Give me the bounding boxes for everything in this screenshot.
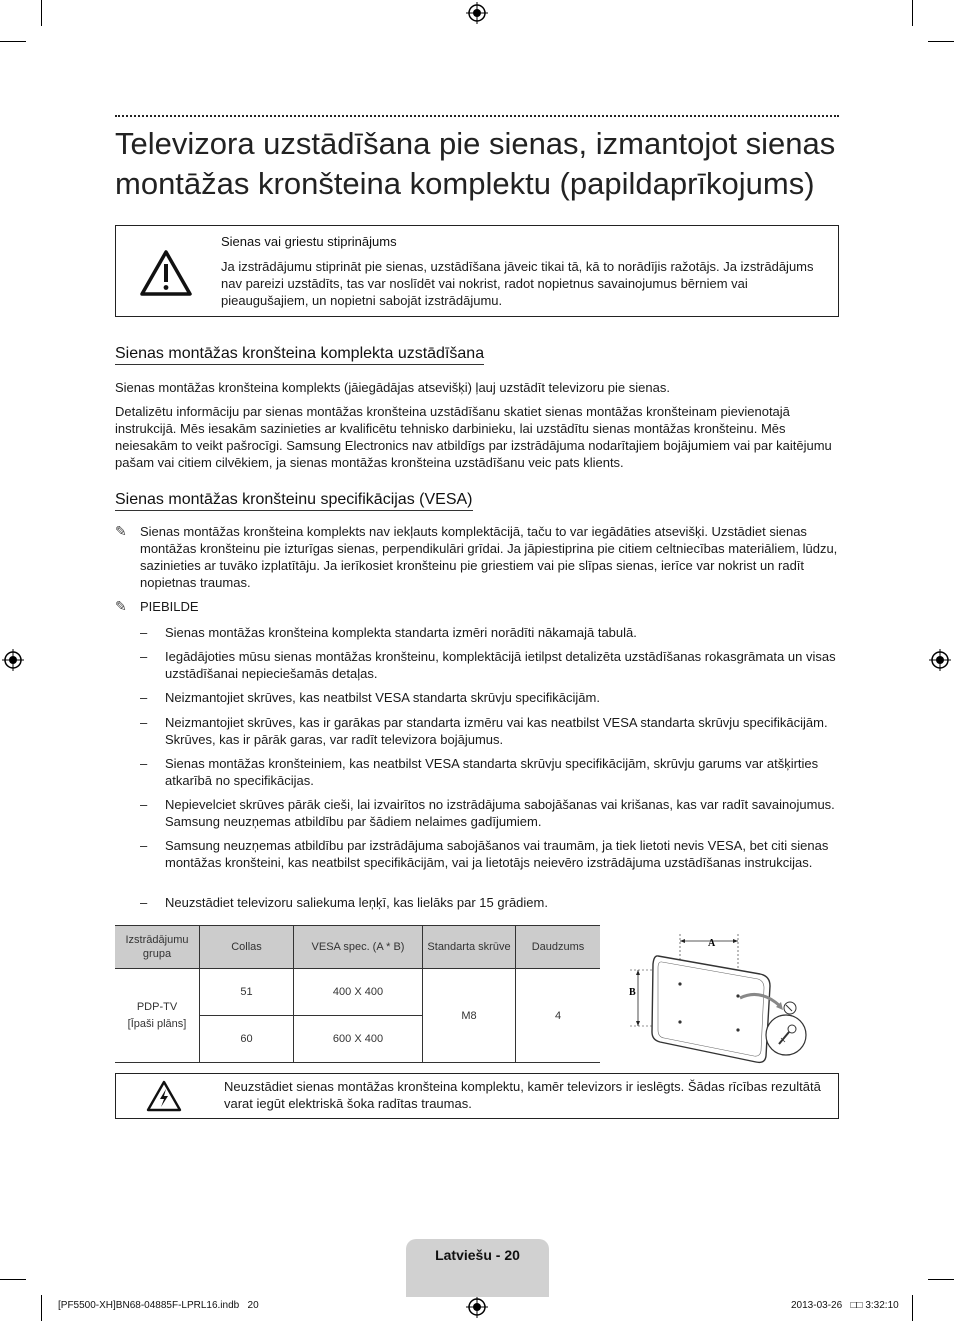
table-header-cell: VESA spec. (A * B) bbox=[294, 926, 423, 969]
table-header-cell: Collas bbox=[200, 926, 294, 969]
table-cell: 51 bbox=[200, 969, 294, 1016]
title-divider bbox=[115, 115, 839, 117]
dimension-a-label: A bbox=[708, 938, 716, 949]
warning-text: Ja izstrādājumu stiprināt pie sienas, uzstādīšana jāveic tikai tā, kā to norādījis ražotājs. Ja izstrādājums nav pareizi uzstādīts, tas var noslīdēt vai nokrist, radot nopietnus savainojumus bērniem vai pieaugušajiem, un nopietni sabojāt izstrādājumu. bbox=[221, 259, 814, 308]
section1-paragraph-2: Detalizētu informāciju par sienas montāžas kronšteina uzstādīšanu skatiet sienas montāžas kronšteinam pievienotajā instrukcijā. Mēs iesakām sazinieties ar kvalificētu tehnisko darbinieku, lai uzstādītu sienas montāžas kronšteinu. Mēs neiesakām to veikt pašrocīgi. Samsung Electronics nav atbildīgs par izstrādājuma nodarītajiem bojājumiem vai par kaitējumu pašam vai citiem cilvēkiem, ja sienas montāžas kronšteina uzstādīšanu veic pats klients. bbox=[115, 404, 832, 470]
table-cell: 400 X 400 bbox=[294, 969, 423, 1016]
table-header-cell: Standarta skrūve bbox=[423, 926, 516, 969]
page-title-line1: Televizora uzstādīšana pie sienas, izmantojot sienas bbox=[115, 126, 836, 161]
dash-bullet: – bbox=[140, 756, 148, 771]
caution-box bbox=[115, 1073, 839, 1119]
note-text: Sienas montāžas kronšteina komplekts nav iekļauts komplektācijā, taču to var iegādāties atsevišķi. Uzstādiet sienas montāžas kronšteinu pie izturīgas sienas, perpendikulāri grīdai. Ja jāpiestiprina pie citiem celtniecības materiāliem, lūdzu, sazinieties ar tuvāko izplatītāju. Ja ierīkosiet kronšteinu pie griestiem vai pie slīpas sienas, ierīce var nokrist un radīt nopietnas traumas. bbox=[140, 524, 838, 590]
warning-box bbox=[115, 225, 839, 317]
dash-bullet: – bbox=[140, 797, 148, 812]
list-item-text: Sienas montāžas kronšteina komplekta standarta izmēri norādīti nākamajā tabulā. bbox=[165, 625, 637, 640]
table-cell: 4 bbox=[516, 969, 601, 1063]
dash-bullet: – bbox=[140, 838, 148, 853]
crop-mark bbox=[912, 1295, 913, 1321]
list-item-text: Nepievelciet skrūves pārāk cieši, lai izvairītos no izstrādājuma sabojāšanas vai krišanas, kas var radīt savainojumus. Samsung neuzņemas atbildību par šādiem nelaimes gadījumiem. bbox=[165, 797, 835, 829]
table-row bbox=[115, 969, 600, 1016]
exclamation-triangle-icon bbox=[138, 248, 194, 298]
note-item bbox=[115, 523, 839, 593]
crop-mark bbox=[912, 0, 913, 26]
file-info: [PF5500-XH]BN68-04885F-LPRL16.indb 20 bbox=[58, 1300, 259, 1311]
list-item-text: Neizmantojiet skrūves, kas ir garākas par standarta izmēru vai kas neatbilst VESA standarta skrūvju specifikācijām. Skrūves, kas ir pārāk garas, var radīt televizora bojājumus. bbox=[165, 715, 828, 747]
dash-bullet: – bbox=[140, 895, 148, 910]
screw-hole bbox=[678, 982, 681, 985]
page-title bbox=[115, 124, 855, 204]
dash-bullet: – bbox=[140, 649, 148, 664]
page-number-tab bbox=[406, 1239, 549, 1297]
vesa-spec-table bbox=[115, 925, 600, 1063]
screw-hole bbox=[736, 994, 739, 997]
crop-mark bbox=[41, 1295, 42, 1321]
crop-mark bbox=[0, 1279, 26, 1280]
tv-back-panel bbox=[652, 956, 770, 1063]
product-group: PDP-TV bbox=[136, 1000, 178, 1013]
note-pencil-icon: ✎ bbox=[115, 523, 127, 539]
dash-bullet: – bbox=[140, 625, 148, 640]
list-item-text: Neuzstādiet televizoru saliekuma leņķī, kas lielāks par 15 grādiem. bbox=[165, 895, 548, 910]
table-cell-group bbox=[115, 969, 200, 1063]
table-cell: M8 bbox=[423, 969, 516, 1063]
section-heading-install: Sienas montāžas kronšteina komplekta uzstādīšana bbox=[115, 345, 484, 365]
registration-mark-icon bbox=[2, 649, 24, 671]
section1-paragraph-1: Sienas montāžas kronšteina komplekts (jāiegādājas atsevišķi) ļauj uzstādīt televizoru pie sienas. bbox=[115, 380, 670, 395]
screw-hole bbox=[736, 1028, 739, 1031]
warning-heading: Sienas vai griestu stiprinājums bbox=[221, 234, 397, 249]
crop-mark bbox=[928, 41, 954, 42]
list-item-text: Samsung neuzņemas atbildību par izstrādājuma sabojāšanos vai traumām, ja tiek lietoti nevis VESA, bet citi sienas montāžas kronšteini, kas neatbilst specifikācijām, vai ja lietotājs neievēro izstrādājuma uzstādīšanas instrukcijas. bbox=[165, 838, 829, 870]
list-item-text: Neizmantojiet skrūves, kas neatbilst VESA standarta skrūvju specifikācijām. bbox=[165, 690, 600, 705]
note-pencil-icon: ✎ bbox=[115, 598, 127, 614]
screw-hole bbox=[678, 1020, 681, 1023]
crop-mark bbox=[928, 1279, 954, 1280]
print-timestamp: 2013-03-26 □□ 3:32:10 bbox=[791, 1300, 899, 1311]
dash-bullet: – bbox=[140, 715, 148, 730]
caution-text: Neuzstādiet sienas montāžas kronšteina komplektu, kamēr televizors ir ieslēgts. Šādas rīcības rezultātā varat iegūt elektriskā šoka radītas traumas. bbox=[224, 1079, 821, 1111]
note-label: PIEBILDE bbox=[140, 599, 199, 614]
vesa-diagram bbox=[620, 928, 820, 1068]
product-group-sub: [Īpaši plāns] bbox=[127, 1017, 187, 1030]
dimension-b-label: B bbox=[629, 987, 636, 998]
table-header-cell: Daudzums bbox=[516, 926, 601, 969]
list-item-text: Sienas montāžas kronšteiniem, kas neatbilst VESA standarta skrūvju specifikācijām, skrūvju garums var atšķirties atkarībā no specifikācijas. bbox=[165, 756, 819, 788]
table-cell: 600 X 400 bbox=[294, 1016, 423, 1063]
page-title-line2: montāžas kronšteina komplektu (papildaprīkojums) bbox=[115, 166, 815, 201]
registration-mark-icon bbox=[929, 649, 951, 671]
table-cell: 60 bbox=[200, 1016, 294, 1063]
registration-mark-icon bbox=[466, 2, 488, 24]
table-header-row bbox=[115, 926, 600, 969]
crop-mark bbox=[41, 0, 42, 26]
electric-shock-icon bbox=[146, 1080, 182, 1112]
dash-bullet: – bbox=[140, 690, 148, 705]
note-label-row bbox=[115, 598, 839, 616]
screw-icon bbox=[784, 1002, 796, 1014]
list-item-text: Iegādājoties mūsu sienas montāžas kronšteinu, komplektācijā ietilpst detalizēta uzstādīšanas rokasgrāmata un visas uzstādīšanai nepieciešamās detaļas. bbox=[165, 649, 836, 681]
crop-mark bbox=[0, 41, 26, 42]
table-header-cell: Izstrādājumu grupa bbox=[115, 926, 200, 969]
section-heading-vesa: Sienas montāžas kronšteinu specifikācijas (VESA) bbox=[115, 491, 473, 511]
registration-mark-icon bbox=[466, 1296, 488, 1318]
page-number-label: Latviešu - 20 bbox=[435, 1247, 520, 1263]
